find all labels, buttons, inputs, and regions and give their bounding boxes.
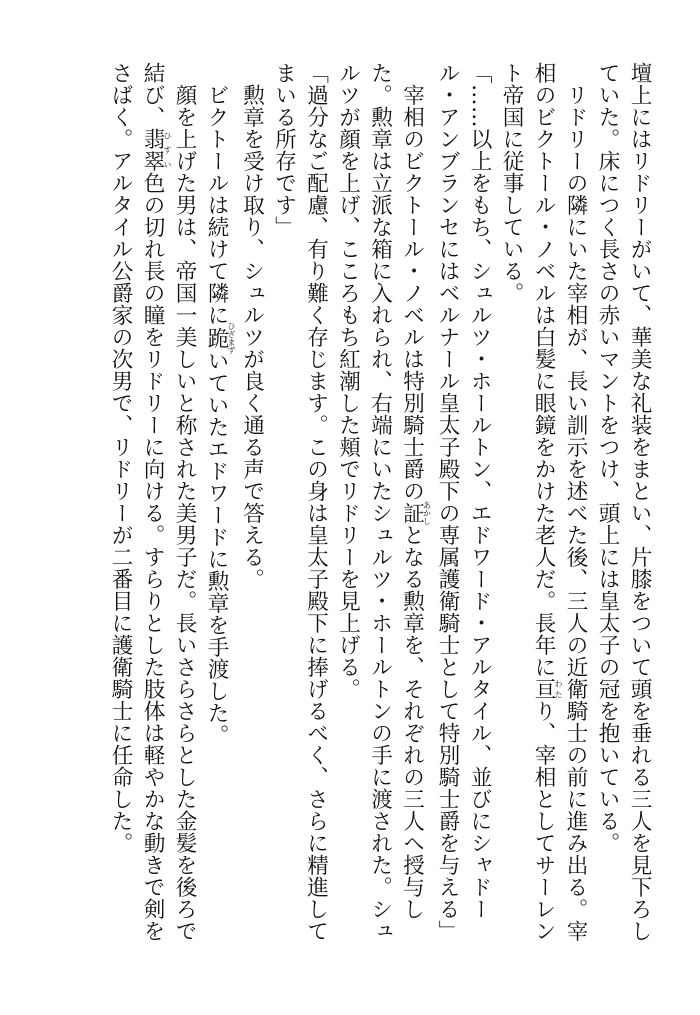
paragraph	[268, 62, 332, 962]
text-run: 「過分なご配慮、有り難く存じます。この身は皇太子殿下に捧げるべく、さらに精進してまいる所存です」	[271, 62, 329, 942]
ruby-annotation	[204, 321, 236, 354]
ruby-base: 跪	[204, 321, 229, 354]
text-run: 宰相のビクトール・ノベルは特別騎士爵の	[399, 83, 425, 502]
text-run: 勲章を受け取り、シュルツが良く通る声で答える。	[239, 83, 265, 590]
text-run: ビクトールは続けて隣に	[204, 83, 229, 326]
text-run: いていたエドワードに勲章を手渡した。	[204, 349, 229, 746]
ruby-reading: ひすい	[163, 128, 172, 172]
text-run: り、宰相としてサーレント帝国に従事している。	[499, 62, 556, 942]
ruby-annotation	[399, 500, 432, 525]
ruby-base: 証	[399, 500, 425, 525]
paragraph	[236, 62, 268, 962]
paragraph	[591, 62, 655, 962]
ruby-reading: あかし	[422, 500, 432, 525]
ruby-reading: ひざまず	[227, 321, 236, 354]
paragraph	[332, 62, 432, 962]
paragraph	[200, 62, 236, 962]
paragraph	[431, 62, 495, 962]
text-run: リドリーの隣にいた宰相が、長い訓示を述べた後、三人の近衛騎士の前に進み出る。宰相のビクトール・ノベルは白髪に眼鏡をかけた老人だ。長年に	[531, 62, 588, 942]
ruby-annotation	[140, 128, 172, 172]
body-text	[104, 62, 655, 962]
text-run: となる勲章を、それぞれの三人へ授与した。勲章は立派な箱に入れられ、右端にいたシュルツ・ホールトンの手に渡された。シュルツが顔を上げ、こころもち紅潮した頬でリドリーを見上げる。	[335, 62, 425, 942]
ruby-annotation	[531, 678, 563, 700]
text-run: 色の切れ長の瞳をリドリーに向ける。すらりとした肢体は軽やかな動きで剣をさばく。アルタイル公爵家の次男で、リドリーが二番目に護衛騎士に任命した。	[108, 62, 165, 942]
ruby-base: 亘	[531, 678, 556, 700]
text-run: 顔を上げた男は、帝国一美しいと称された美男子だ。長いさらさらとした金髪を後ろで結び、	[140, 62, 197, 942]
ruby-base: 翡翠	[140, 128, 165, 172]
text-run: 壇上にはリドリーがいて、華美な礼装をまとい、片膝をついて頭を垂れる三人を見下ろしていた。床につく長さの赤いマントをつけ、頭上には皇太子の冠を抱いている。	[595, 62, 652, 942]
paragraph	[104, 62, 200, 962]
paragraph	[495, 62, 591, 962]
text-run: 「……以上をもち、シュルツ・ホールトン、エドワード・アルタイル、並びにシャドール・アンブランセにはベルナール皇太子殿下の専属護衛騎士として特別騎士爵を与える」	[435, 62, 492, 942]
ruby-reading: わた	[554, 678, 563, 700]
